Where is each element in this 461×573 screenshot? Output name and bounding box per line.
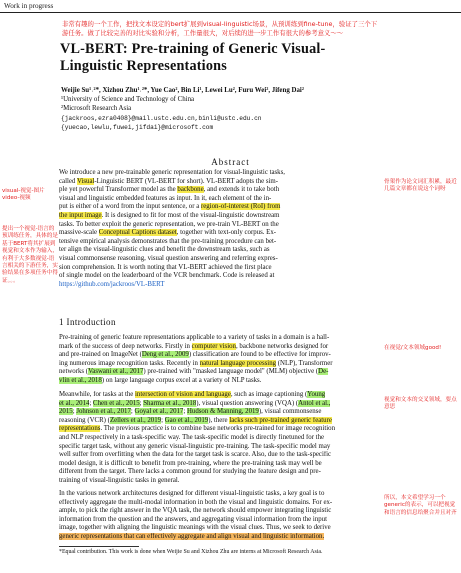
text-span: ter align the visual-linguistic clues and benefit the downstream tasks, such as (59, 246, 270, 254)
text-line (59, 460, 379, 469)
text-span: , such as image captioning ( (230, 391, 308, 398)
running-header: Work in progress (4, 2, 54, 10)
text-span: ; (139, 399, 144, 407)
text-line (59, 212, 379, 221)
highlighted-span: backbone (177, 186, 204, 194)
highlighted-span: Vaswani et al., 2017 (88, 368, 144, 376)
text-line (59, 169, 379, 178)
text-span: Pre-training of generic feature representations applicable to a variety of tasks in a domain is a hall- (59, 334, 330, 341)
footnote-rule (59, 546, 139, 547)
text-line (59, 400, 379, 409)
text-line (59, 507, 379, 516)
text-span: and pre-trained on ImageNet ( (59, 351, 142, 359)
text-span: ample, to pick the right answer in the VQA task, the network should empower integrating linguistic (59, 507, 332, 515)
text-line (59, 443, 379, 452)
text-span: mark of the success of deep networks. Firstly in (59, 342, 192, 350)
text-span: ), visual commonsense (258, 408, 322, 416)
section-heading-introduction: 1 Introduction (59, 317, 116, 327)
top-annotation: 非常有趣的一个工作，把找文本设定的bert扩展到visual-linguistic场景，从预训练到fine-tune，验证了三个下游任务。做了比较完善的对比实验和分析，工作量很大，对后续的进一步工作有很大的参考意义～～ (62, 20, 378, 37)
text-line (59, 343, 379, 352)
text-span: ) classification are found to be effective for improv- (188, 351, 331, 359)
text-line (59, 221, 379, 230)
side-note-cross-domain: 视觉和文本的交叉领域，要点意思 (384, 397, 457, 411)
highlighted-span: et al., 2014 (59, 399, 90, 407)
text-line (59, 351, 379, 360)
highlighted-span: Hudson & Manning, 2019 (186, 408, 259, 416)
text-span: specific target task, without any generic visual-linguistic pre-training. The task-specific model may (59, 442, 331, 450)
text-span: visual and linguistic embedded features as input. In it, each element of the in- (59, 194, 272, 202)
text-line (59, 281, 379, 290)
text-span: tensive empirical analysis demonstrates that the pre-training procedure can bet- (59, 237, 277, 245)
highlighted-span: lacks such pre-trained generic feature (229, 416, 332, 424)
text-span: . The previous practice is to combine base networks pre-trained for image recognition (100, 425, 336, 433)
side-note-summary: 提出一个视觉-语言的预训练任务，具体的是基于BERT将其扩展到视觉和文本作为输入，有利于大多数视觉-语言相关的下游任务，实验结果在多项任务中得证。。。 (2, 226, 58, 284)
text-span: well suffer from overfitting when the data for the target task is scarce. Also, due to the task-specific (59, 451, 332, 459)
text-line (59, 178, 379, 187)
text-line (59, 272, 379, 281)
side-note-backbone: 骨架作为论文词汇积累，最近几篇文章都在说这个词呀 (384, 179, 457, 193)
text-span: networks ( (59, 368, 89, 376)
text-span: ) on large language corpus excel at a variety of NLP tasks. (101, 376, 262, 384)
text-line (59, 533, 379, 542)
highlighted-span: Johnson et al., 2017 (76, 408, 131, 416)
text-line (59, 377, 379, 386)
highlighted-span: Chen et al., 2015 (93, 399, 140, 407)
text-line (59, 368, 379, 377)
text-span: put is either of a word from the input sentence, or a (59, 203, 201, 211)
highlighted-span: Conceptual Captions dataset (98, 229, 177, 237)
affiliation-2: ²Microsoft Research Asia (61, 105, 132, 112)
text-line (59, 238, 379, 247)
side-note-cv-good: 在视觉/文本领域good! (384, 345, 442, 351)
text-span: (NLP), Transformer (276, 359, 333, 367)
text-line (59, 417, 379, 426)
text-span: ; (72, 408, 77, 416)
text-line (59, 195, 379, 204)
text-span: ; (130, 408, 135, 416)
text-line (59, 451, 379, 460)
footnote: *Equal contribution. This work is done when Weijie Su and Xizhou Zhu are interns at Microsoft Research Asia. (59, 549, 323, 555)
text-span: effectively aggregate the multi-modal information in both the visual and linguistic domains. For ex- (59, 498, 333, 506)
text-span: ), visual question answering (VQA) ( (196, 399, 299, 407)
title-line-2: Linguistic Representations (60, 58, 227, 74)
text-span: ), there (208, 416, 230, 424)
text-line (59, 264, 379, 273)
text-span: image, together with aligning the linguistic meanings with the visual clues. Thus, we seek to derive (59, 524, 331, 532)
intro-paragraph-2 (59, 391, 379, 486)
highlighted-span: Deng et al., 2009 (141, 351, 189, 359)
text-span: ; (161, 416, 165, 424)
text-span: training of visual-linguistic tasks in general. (59, 476, 180, 484)
text-line (59, 524, 379, 533)
highlighted-span: natural language processing (199, 359, 277, 367)
text-line (59, 408, 379, 417)
text-span: and NLP respectively in a task-specific way. The task-specific model is directly finetuned for the (59, 433, 325, 441)
text-line (59, 499, 379, 508)
text-span: , together with text-only corpus. Ex- (176, 229, 277, 237)
highlighted-span: the input image (59, 211, 102, 219)
text-line (59, 391, 379, 400)
text-line (59, 229, 379, 238)
email-line-2: {yuecao,lewlu,fuwei,jifdai}@microsoft.com (61, 124, 214, 131)
text-span: Meanwhile, for tasks at the (59, 391, 136, 398)
text-span: model design, it is difficult to benefit from pre-training, where the pre-training task may well be (59, 459, 322, 467)
text-line (59, 334, 379, 343)
highlighted-span: Goyal et al., 2017 (134, 408, 184, 416)
text-line (59, 203, 379, 212)
text-span: , backbone networks designed for (235, 342, 329, 350)
text-span: information from the question and the answers, and aggregating visual information from the input (59, 515, 327, 523)
text-span: visual commonsense reasoning, visual question answering and referring expres- (59, 254, 278, 262)
intro-paragraph-1 (59, 334, 379, 386)
title-line-1: VL-BERT: Pre-training of Generic Visual- (60, 41, 326, 57)
highlighted-span: De- (318, 368, 329, 376)
text-span: We introduce a new pre-trainable generic representation for visual-linguistic tasks, (59, 169, 285, 176)
highlighted-span: computer vision (191, 342, 236, 350)
text-span: ing numerous image recognition tasks. Recently in (59, 359, 200, 367)
text-span: ; (89, 399, 94, 407)
text-line (59, 246, 379, 255)
text-line (59, 425, 379, 434)
text-span: , and extends it to take both (203, 186, 280, 194)
text-line (59, 186, 379, 195)
text-line (59, 255, 379, 264)
highlighted-span: Antol et al., (298, 399, 331, 407)
text-span: -Linguistic BERT (VL-BERT for short). VL-BERT adopts the sim- (94, 177, 279, 185)
text-span: tasks. To better exploit the generic representation, we pre-train VL-BERT on the (59, 220, 279, 228)
text-line (59, 516, 379, 525)
header-rule (0, 12, 461, 13)
affiliation-1: ¹University of Science and Technology of China (61, 96, 195, 103)
abstract-heading: Abstract (211, 157, 250, 167)
text-span: ) pre-trained with "masked language model" (MLM) objective ( (143, 368, 319, 376)
paper-title (60, 41, 390, 75)
highlighted-span: Zellers et al., 2019 (109, 416, 162, 424)
text-span: ple yet powerful Transformer model as the (59, 186, 178, 194)
highlighted-span: generic representations that can effectively aggregate and align visual and linguistic information. (59, 532, 325, 540)
code-link[interactable]: https://github.com/jackroos/VL-BERT (59, 280, 165, 288)
side-note-visual-video: visual-视觉-图片video-视频 (2, 188, 45, 202)
highlighted-span: representations (59, 425, 101, 433)
text-line (59, 477, 379, 486)
text-span: sion comprehension. It is worth noting that VL-BERT achieved the first place (59, 263, 272, 271)
author-list: Weijie Su¹˒²*, Xizhou Zhu¹˒²*, Yue Cao², Bin Li¹, Lewei Lu², Furu Wei², Jifeng Dai² (61, 87, 304, 94)
text-line (59, 360, 379, 369)
text-span: called (59, 177, 77, 185)
highlighted-span: vlin et al., 2018 (59, 376, 102, 384)
highlighted-span: intersection of vision and language (135, 391, 231, 398)
text-span: reasoning (VCR) ( (59, 416, 110, 424)
side-note-generic: 所以，本文希望学习一个generic的表示，可以把视觉和语言的信息给聚合并且对齐 (384, 495, 457, 516)
email-line-1: {jackroos,ezra0408}@mail.ustc.edu.cn,binli@ustc.edu.cn (61, 115, 262, 122)
highlighted-span: Sharma et al., 2018 (143, 399, 197, 407)
highlighted-span: Young (307, 391, 326, 398)
text-span: ; (183, 408, 187, 416)
highlighted-span: 2015 (59, 408, 73, 416)
text-span: In the various network architectures designed for different visual-linguistic tasks, a key goal is to (59, 490, 325, 497)
text-line (59, 434, 379, 443)
text-line (59, 490, 379, 499)
highlighted-span: Gao et al., 2019 (164, 416, 209, 424)
intro-paragraph-3 (59, 490, 379, 542)
text-span: massive-scale (59, 229, 99, 237)
text-line (59, 468, 379, 477)
text-span: different from the target. There lacks a common ground for studying the feature design and pre- (59, 468, 321, 476)
abstract-body (59, 169, 379, 289)
highlighted-span: region-of-interest (RoI) from (200, 203, 281, 211)
highlighted-span: Visual (76, 177, 95, 185)
text-span: of single model on the leaderboard of the VCR benchmark. Code is released at (59, 272, 275, 280)
text-span: . It is designed to fit for most of the visual-linguistic downstream (101, 211, 280, 219)
